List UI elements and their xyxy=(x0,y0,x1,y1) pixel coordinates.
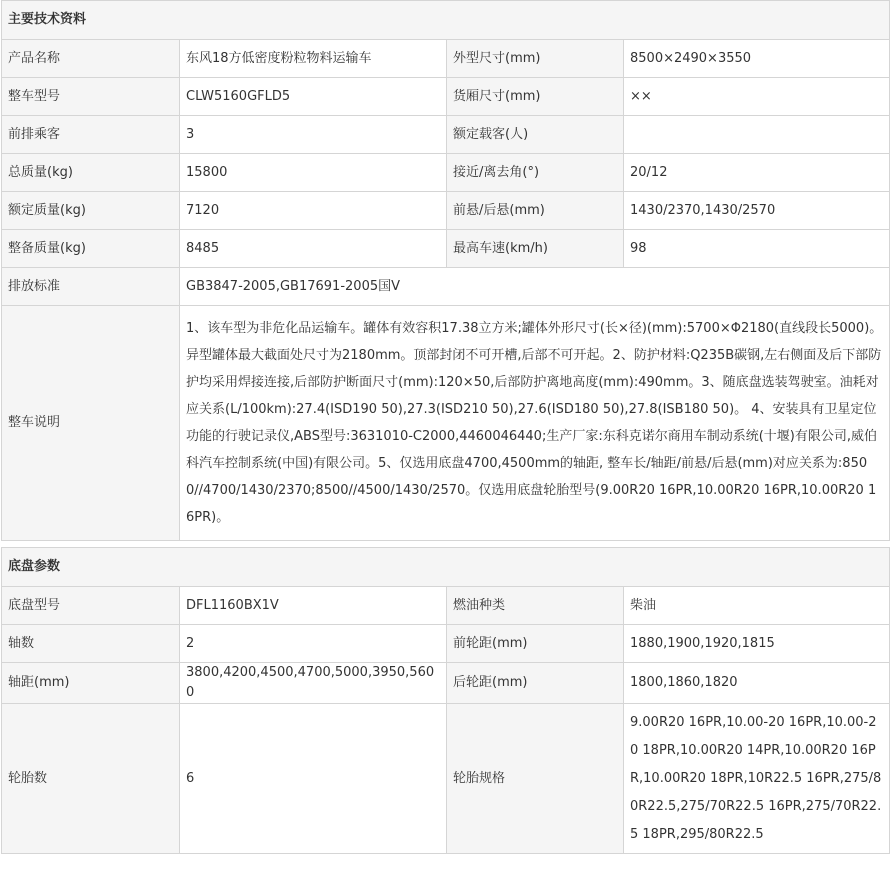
table-row xyxy=(2,78,890,116)
fuel-type-label: 燃油种类 xyxy=(447,587,624,625)
fuel-type-value: 柴油 xyxy=(624,587,890,625)
table-row xyxy=(2,587,890,625)
front-track-label: 前轮距(mm) xyxy=(447,625,624,663)
main-section-title: 主要技术资料 xyxy=(2,1,890,40)
table-row xyxy=(2,230,890,268)
table-row xyxy=(2,306,890,541)
overall-dimensions-label: 外型尺寸(mm) xyxy=(447,40,624,78)
overhang-label: 前悬/后悬(mm) xyxy=(447,192,624,230)
gross-mass-value: 15800 xyxy=(180,154,447,192)
cargo-box-size-value: ×× xyxy=(624,78,890,116)
rated-passengers-value xyxy=(624,116,890,154)
emission-standard-value: GB3847-2005,GB17691-2005国V xyxy=(180,268,890,306)
overhang-value: 1430/2370,1430/2570 xyxy=(624,192,890,230)
axle-count-value: 2 xyxy=(180,625,447,663)
max-speed-value: 98 xyxy=(624,230,890,268)
emission-standard-label: 排放标准 xyxy=(2,268,180,306)
tire-spec-value: 9.00R20 16PR,10.00-20 16PR,10.00-20 18PR,10.00R20 14PR,10.00R20 16PR,10.00R20 18PR,10R22.5 16PR,275/80R22.5,275/70R22.5 16PR,275/70R22.5 18PR,295/80R22.5 xyxy=(624,704,890,854)
axle-count-label: 轴数 xyxy=(2,625,180,663)
table-row xyxy=(2,268,890,306)
gross-mass-label: 总质量(kg) xyxy=(2,154,180,192)
tire-spec-label: 轮胎规格 xyxy=(447,704,624,854)
table-row xyxy=(2,40,890,78)
product-name-label: 产品名称 xyxy=(2,40,180,78)
rear-track-value: 1800,1860,1820 xyxy=(624,663,890,704)
table-row xyxy=(2,663,890,704)
tire-count-value: 6 xyxy=(180,704,447,854)
rear-track-label: 后轮距(mm) xyxy=(447,663,624,704)
chassis-model-label: 底盘型号 xyxy=(2,587,180,625)
approach-departure-angle-value: 20/12 xyxy=(624,154,890,192)
cargo-box-size-label: 货厢尺寸(mm) xyxy=(447,78,624,116)
vehicle-model-value: CLW5160GFLD5 xyxy=(180,78,447,116)
chassis-specs-table xyxy=(1,547,890,854)
tire-count-label: 轮胎数 xyxy=(2,704,180,854)
curb-mass-label: 整备质量(kg) xyxy=(2,230,180,268)
wheelbase-label: 轴距(mm) xyxy=(2,663,180,704)
vehicle-notes-value: 1、该车型为非危化品运输车。罐体有效容积17.38立方米;罐体外形尺寸(长×径)(mm):5700×Φ2180(直线段长5000)。异型罐体最大截面处尺寸为2180mm。顶部封闭不可开槽,后部不可开起。2、防护材料:Q235B碳钢,左右侧面及后下部防护均采用焊接连接,后部防护断面尺寸(mm):120×50,后部防护离地高度(mm):490mm。3、随底盘选装驾驶室。油耗对应关系(L/100km):27.4(ISD190 50),27.3(ISD210 50),27.6(ISD180 50),27.8(ISB180 50)。 4、安装具有卫星定位功能的行驶记录仪,ABS型号:3631010-C2000,4460046440;生产厂家:东科克诺尔商用车制动系统(十堰)有限公司,威伯科汽车控制系统(中国)有限公司。5、仅选用底盘4700,4500mm的轴距, 整车长/轴距/前悬/后悬(mm)对应关系为:8500//4700/1430/2370;8500//4500/1430/2570。仅选用底盘轮胎型号(9.00R20 16PR,10.00R20 16PR,10.00R20 16PR)。 xyxy=(180,306,890,541)
curb-mass-value: 8485 xyxy=(180,230,447,268)
table-row xyxy=(2,704,890,854)
overall-dimensions-value: 8500×2490×3550 xyxy=(624,40,890,78)
wheelbase-value: 3800,4200,4500,4700,5000,3950,5600 xyxy=(180,663,447,704)
table-row xyxy=(2,116,890,154)
vehicle-model-label: 整车型号 xyxy=(2,78,180,116)
table-row xyxy=(2,154,890,192)
table-row xyxy=(2,625,890,663)
product-name-value: 东风18方低密度粉粒物料运输车 xyxy=(180,40,447,78)
chassis-section-title: 底盘参数 xyxy=(2,548,890,587)
rated-passengers-label: 额定载客(人) xyxy=(447,116,624,154)
front-passengers-label: 前排乘客 xyxy=(2,116,180,154)
approach-departure-angle-label: 接近/离去角(°) xyxy=(447,154,624,192)
max-speed-label: 最高车速(km/h) xyxy=(447,230,624,268)
front-passengers-value: 3 xyxy=(180,116,447,154)
rated-mass-value: 7120 xyxy=(180,192,447,230)
vehicle-notes-label: 整车说明 xyxy=(2,306,180,541)
rated-mass-label: 额定质量(kg) xyxy=(2,192,180,230)
table-row xyxy=(2,192,890,230)
main-specs-table xyxy=(1,0,890,541)
front-track-value: 1880,1900,1920,1815 xyxy=(624,625,890,663)
chassis-model-value: DFL1160BX1V xyxy=(180,587,447,625)
